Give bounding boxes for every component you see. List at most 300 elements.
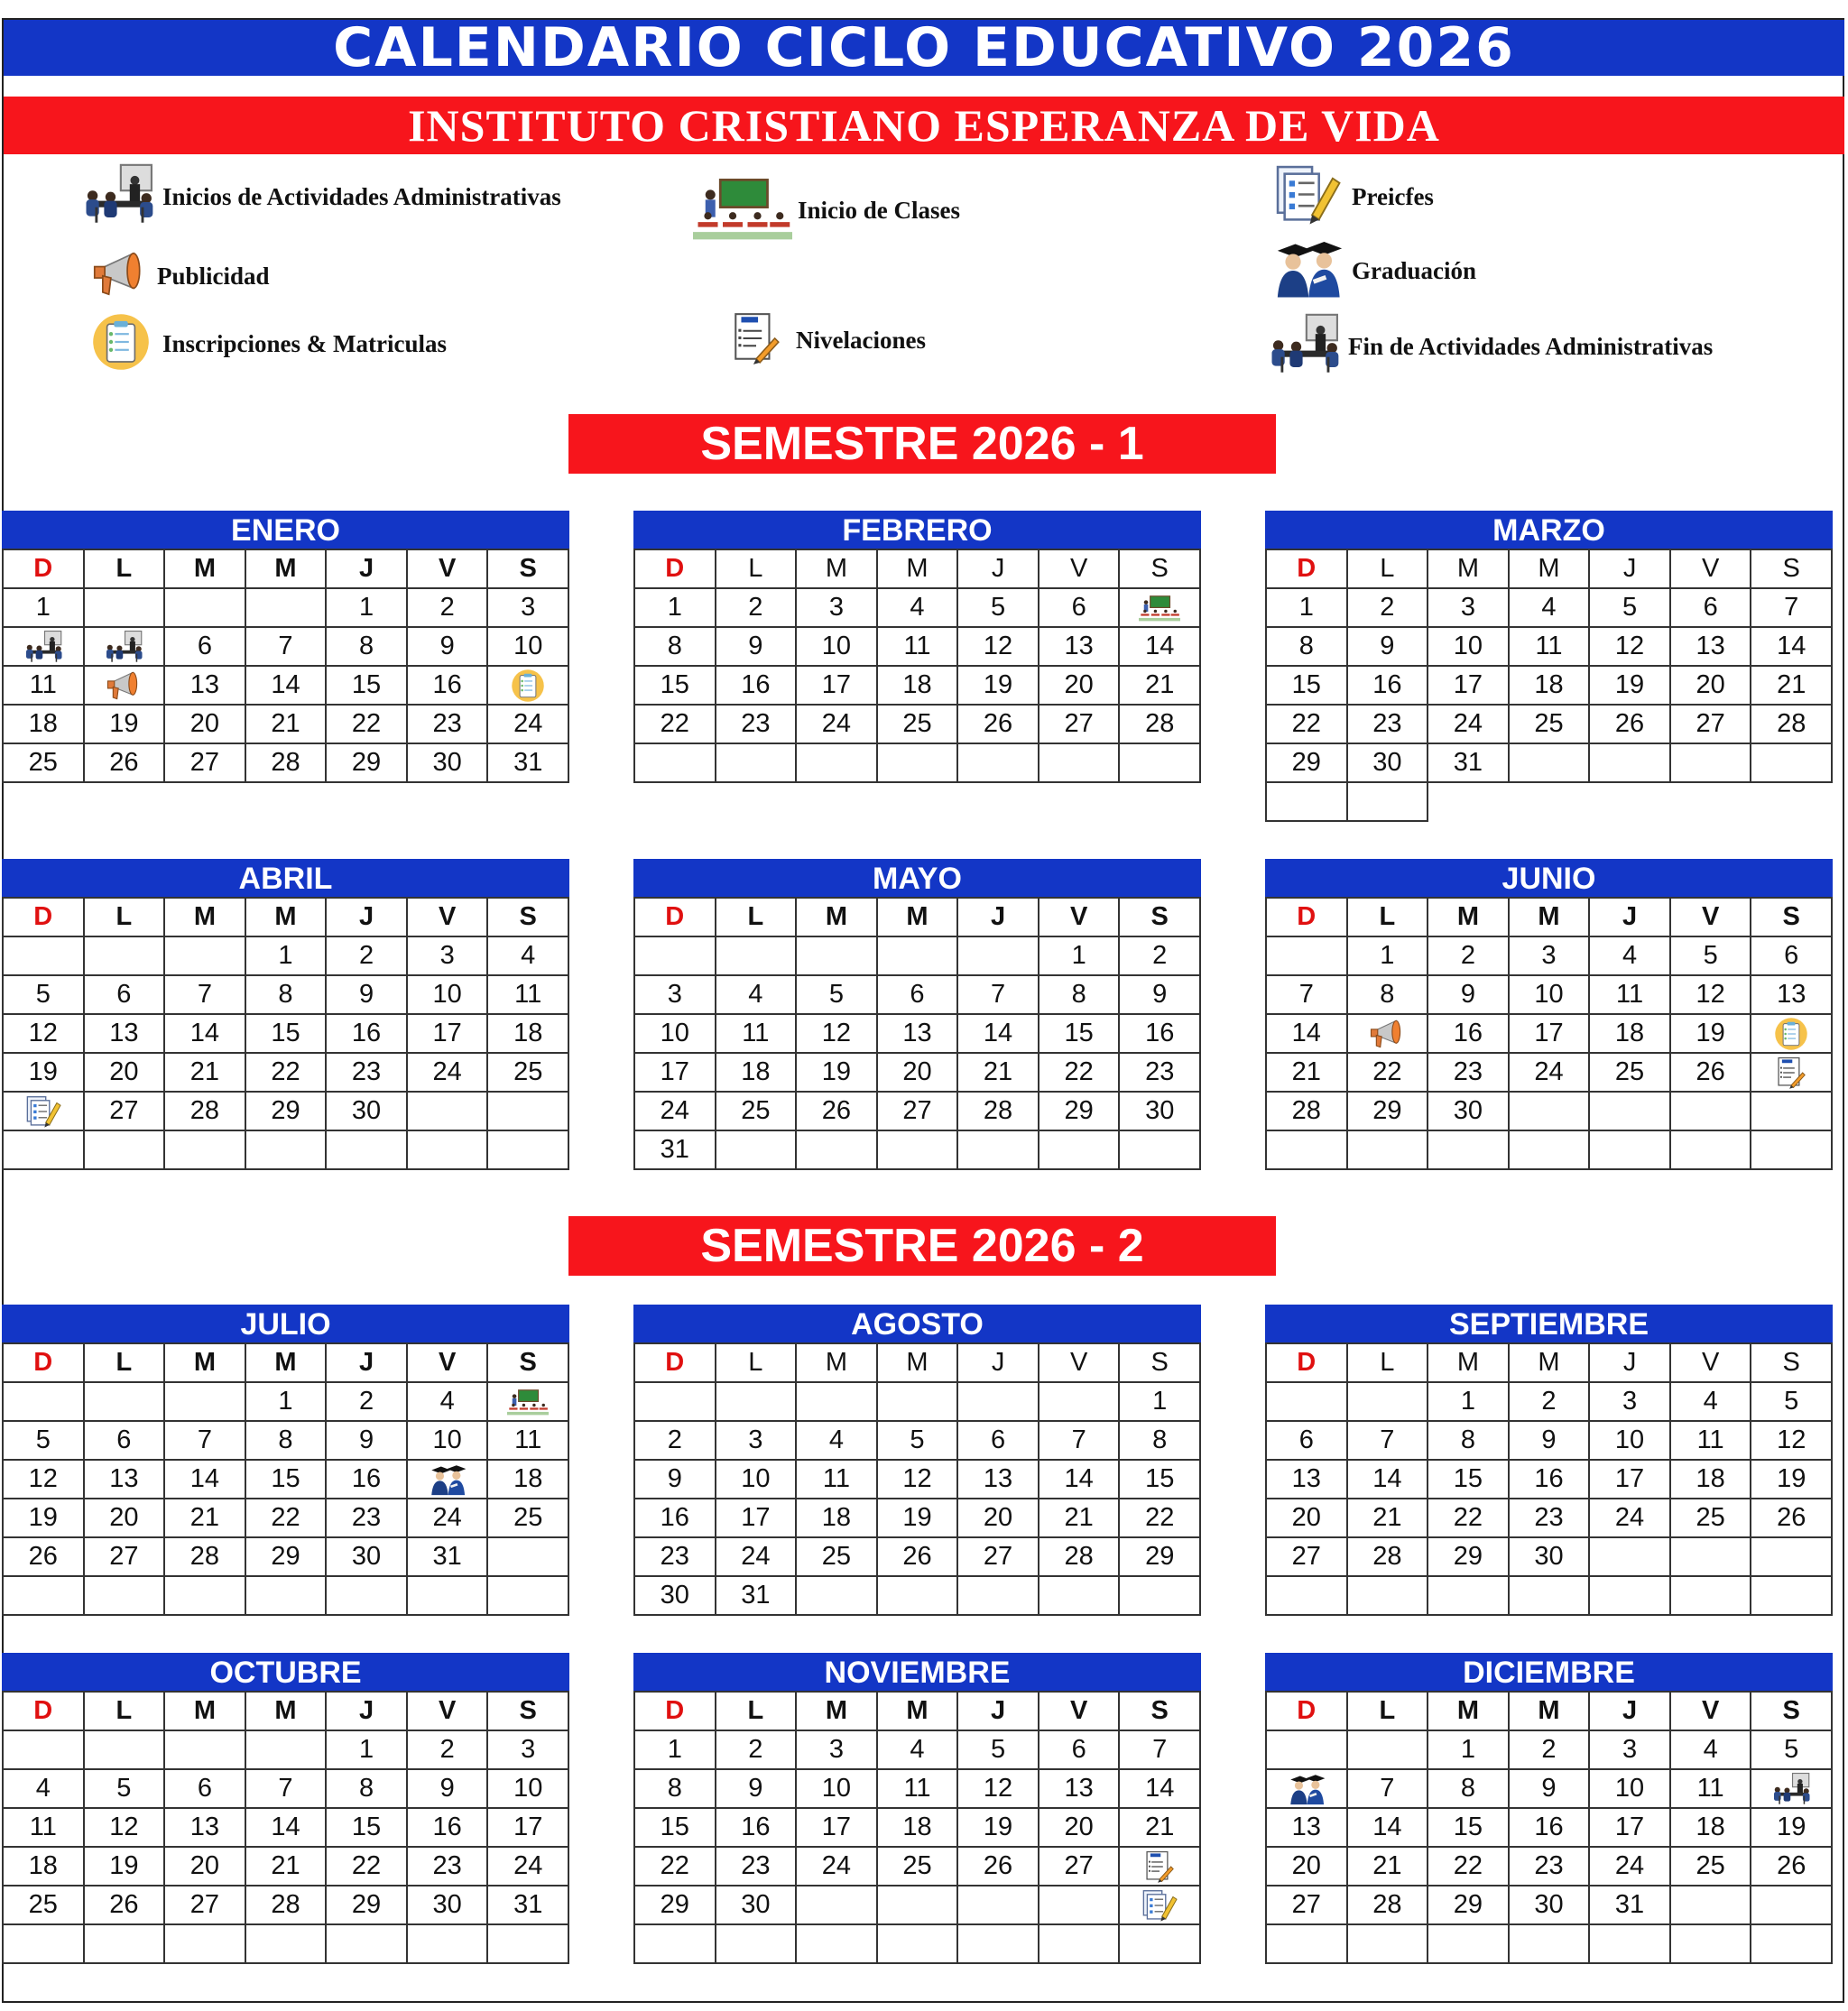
day-cell: 8 <box>246 976 328 1015</box>
weekday-header: M <box>1428 899 1510 937</box>
day-cell: 20 <box>85 1499 166 1538</box>
day-cell: 9 <box>1510 1770 1591 1809</box>
month-grid <box>2 1342 569 1616</box>
day-cell: 30 <box>1510 1886 1591 1925</box>
day-cell: 21 <box>1267 1054 1348 1093</box>
day-cell: 27 <box>878 1093 959 1131</box>
day-cell: 2 <box>408 589 489 628</box>
day-cell <box>1590 1577 1671 1616</box>
month-title: FEBRERO <box>633 511 1201 549</box>
month-septiembre <box>1265 1305 1833 1616</box>
day-cell: 25 <box>4 744 85 783</box>
weekday-header: S <box>1751 550 1833 589</box>
month-diciembre <box>1265 1653 1833 1964</box>
megaphone-icon <box>87 247 152 305</box>
checklist-pencil-icon <box>1269 162 1346 231</box>
month-julio <box>2 1305 569 1616</box>
weekday-header: L <box>716 899 798 937</box>
day-cell: 2 <box>635 1422 716 1461</box>
day-cell: 16 <box>716 1809 798 1848</box>
weekday-header: J <box>958 1344 1040 1383</box>
day-cell <box>488 1131 569 1170</box>
day-cell: 31 <box>1428 744 1510 783</box>
day-cell: 17 <box>1590 1809 1671 1848</box>
day-cell <box>1040 1383 1121 1422</box>
day-cell: 12 <box>4 1015 85 1054</box>
weekday-header: M <box>165 550 246 589</box>
day-cell: 27 <box>1040 1848 1121 1886</box>
day-cell: 21 <box>246 1848 328 1886</box>
weekday-header: L <box>716 550 798 589</box>
day-cell: 13 <box>958 1461 1040 1499</box>
day-cell: 25 <box>1590 1054 1671 1093</box>
day-cell: 13 <box>165 667 246 706</box>
day-cell: 20 <box>165 706 246 744</box>
day-cell: 1 <box>4 589 85 628</box>
weekday-header: M <box>878 1693 959 1731</box>
day-cell: 29 <box>1428 1886 1510 1925</box>
day-cell: 23 <box>327 1054 408 1093</box>
day-cell: 14 <box>1120 1770 1201 1809</box>
day-cell: 24 <box>408 1499 489 1538</box>
day-cell: 15 <box>1428 1461 1510 1499</box>
day-cell: 23 <box>408 1848 489 1886</box>
day-cell <box>797 1383 878 1422</box>
day-cell: 25 <box>488 1054 569 1093</box>
day-cell: 8 <box>1348 976 1429 1015</box>
weekday-header: D <box>1267 1693 1348 1731</box>
day-cell: 6 <box>165 628 246 667</box>
day-cell: 17 <box>1590 1461 1671 1499</box>
day-cell: 7 <box>165 976 246 1015</box>
month-grid <box>2 549 569 783</box>
day-cell: 13 <box>1671 628 1752 667</box>
weekday-header: M <box>165 899 246 937</box>
day-cell: 3 <box>1510 937 1591 976</box>
day-cell <box>408 1925 489 1964</box>
day-cell: 19 <box>797 1054 878 1093</box>
day-cell <box>958 1383 1040 1422</box>
day-cell: 4 <box>797 1422 878 1461</box>
day-cell: 5 <box>1751 1731 1833 1770</box>
day-cell: 10 <box>716 1461 798 1499</box>
exam-icon <box>722 310 790 371</box>
day-cell: 13 <box>878 1015 959 1054</box>
day-cell <box>1267 1131 1348 1170</box>
day-cell: 21 <box>165 1054 246 1093</box>
month-abril <box>2 859 569 1170</box>
day-cell <box>635 1383 716 1422</box>
day-cell: 11 <box>1671 1770 1752 1809</box>
day-cell: 1 <box>635 589 716 628</box>
day-cell: 2 <box>716 1731 798 1770</box>
day-cell: 1 <box>327 589 408 628</box>
day-cell: 22 <box>1040 1054 1121 1093</box>
day-cell: 17 <box>797 667 878 706</box>
day-cell: 30 <box>1510 1538 1591 1577</box>
day-cell <box>165 1731 246 1770</box>
day-cell: 26 <box>1751 1848 1833 1886</box>
day-cell: 14 <box>246 1809 328 1848</box>
meeting-icon <box>79 162 157 231</box>
day-cell: 23 <box>1510 1848 1591 1886</box>
day-cell: 18 <box>1671 1461 1752 1499</box>
day-cell: 4 <box>488 937 569 976</box>
day-cell: 6 <box>1671 589 1752 628</box>
weekday-header: V <box>1671 550 1752 589</box>
day-cell: 19 <box>1590 667 1671 706</box>
day-cell: 24 <box>1428 706 1510 744</box>
legend-item-nivelaciones <box>722 310 926 371</box>
day-cell: 28 <box>1040 1538 1121 1577</box>
day-cell: 25 <box>488 1499 569 1538</box>
day-cell: 27 <box>1267 1538 1348 1577</box>
day-cell: 10 <box>1510 976 1591 1015</box>
day-cell: 9 <box>327 976 408 1015</box>
day-cell: 2 <box>408 1731 489 1770</box>
day-cell: 1 <box>635 1731 716 1770</box>
day-cell <box>1510 1925 1591 1964</box>
weekday-header: M <box>246 550 328 589</box>
day-cell <box>716 1925 798 1964</box>
classroom-icon <box>488 1383 569 1422</box>
day-cell: 18 <box>878 1809 959 1848</box>
day-cell: 29 <box>1267 744 1348 783</box>
weekday-header: V <box>1671 899 1752 937</box>
month-noviembre <box>633 1653 1201 1964</box>
month-enero <box>2 511 569 783</box>
legend-label: Publicidad <box>157 262 270 290</box>
weekday-header: M <box>1510 550 1591 589</box>
weekday-header: V <box>1671 1693 1752 1731</box>
day-cell: 21 <box>246 706 328 744</box>
day-cell <box>1040 1131 1121 1170</box>
day-cell: 1 <box>1428 1383 1510 1422</box>
day-cell: 20 <box>1267 1499 1348 1538</box>
day-cell: 25 <box>1671 1848 1752 1886</box>
day-cell: 3 <box>488 1731 569 1770</box>
weekday-header: L <box>85 899 166 937</box>
weekday-header: J <box>1590 550 1671 589</box>
month-grid <box>1265 897 1833 1170</box>
day-cell: 21 <box>1751 667 1833 706</box>
day-cell: 14 <box>165 1461 246 1499</box>
month-octubre <box>2 1653 569 1964</box>
day-cell <box>1348 1577 1429 1616</box>
month-title: JULIO <box>2 1305 569 1342</box>
day-cell: 15 <box>1040 1015 1121 1054</box>
day-cell <box>4 1731 85 1770</box>
weekday-header: S <box>488 550 569 589</box>
day-cell <box>797 1577 878 1616</box>
day-cell <box>716 744 798 783</box>
day-cell: 16 <box>327 1015 408 1054</box>
weekday-header: D <box>1267 899 1348 937</box>
day-cell: 6 <box>958 1422 1040 1461</box>
day-cell <box>1040 1925 1121 1964</box>
day-cell <box>878 1577 959 1616</box>
day-cell: 1 <box>1040 937 1121 976</box>
day-cell: 29 <box>1040 1093 1121 1131</box>
day-cell <box>1590 744 1671 783</box>
day-cell: 23 <box>408 706 489 744</box>
day-cell: 27 <box>958 1538 1040 1577</box>
day-cell <box>165 1131 246 1170</box>
day-cell <box>165 1383 246 1422</box>
day-cell: 24 <box>716 1538 798 1577</box>
day-cell: 13 <box>1040 1770 1121 1809</box>
day-cell: 7 <box>1120 1731 1201 1770</box>
day-cell: 21 <box>1348 1499 1429 1538</box>
day-cell: 23 <box>1428 1054 1510 1093</box>
month-title: MAYO <box>633 859 1201 897</box>
day-cell: 8 <box>1267 628 1348 667</box>
legend-label: Inicio de Clases <box>798 197 961 224</box>
day-cell: 16 <box>1510 1461 1591 1499</box>
day-cell: 27 <box>1040 706 1121 744</box>
day-cell <box>1120 1925 1201 1964</box>
day-cell: 26 <box>1590 706 1671 744</box>
day-cell: 18 <box>878 667 959 706</box>
day-cell <box>246 1731 328 1770</box>
day-cell <box>246 1131 328 1170</box>
day-cell: 11 <box>716 1015 798 1054</box>
day-cell: 14 <box>246 667 328 706</box>
day-cell <box>635 744 716 783</box>
month-grid <box>2 897 569 1170</box>
day-cell: 2 <box>1510 1731 1591 1770</box>
day-cell <box>1267 1577 1348 1616</box>
day-cell: 20 <box>1040 1809 1121 1848</box>
day-cell: 22 <box>1428 1499 1510 1538</box>
day-cell: 30 <box>408 744 489 783</box>
day-cell: 15 <box>327 667 408 706</box>
semester-1-banner: SEMESTRE 2026 - 1 <box>568 414 1276 474</box>
day-cell <box>716 1131 798 1170</box>
day-cell: 27 <box>85 1093 166 1131</box>
day-cell: 2 <box>1510 1383 1591 1422</box>
day-cell: 7 <box>958 976 1040 1015</box>
day-cell: 25 <box>4 1886 85 1925</box>
day-cell: 9 <box>1510 1422 1591 1461</box>
day-cell: 5 <box>797 976 878 1015</box>
legend-label: Inscripciones & Matriculas <box>162 330 447 357</box>
weekday-header: L <box>716 1693 798 1731</box>
day-cell: 6 <box>1040 1731 1121 1770</box>
month-grid <box>1265 1691 1833 1964</box>
institution-name: INSTITUTO CRISTIANO ESPERANZA DE VIDA <box>4 97 1844 154</box>
day-cell <box>958 1886 1040 1925</box>
month-title: MARZO <box>1265 511 1833 549</box>
day-cell: 15 <box>635 1809 716 1848</box>
day-cell: 9 <box>327 1422 408 1461</box>
weekday-header: M <box>246 1693 328 1731</box>
day-cell: 22 <box>635 706 716 744</box>
day-cell: 22 <box>246 1499 328 1538</box>
day-cell <box>246 589 328 628</box>
day-cell: 28 <box>1348 1538 1429 1577</box>
day-cell: 7 <box>1040 1422 1121 1461</box>
day-cell: 16 <box>635 1499 716 1538</box>
day-cell: 1 <box>246 1383 328 1422</box>
day-cell: 30 <box>327 1538 408 1577</box>
day-cell: 21 <box>1348 1848 1429 1886</box>
day-cell: 4 <box>1671 1383 1752 1422</box>
day-cell: 26 <box>958 1848 1040 1886</box>
day-cell: 31 <box>488 744 569 783</box>
weekday-header: D <box>4 1693 85 1731</box>
day-cell: 10 <box>1590 1770 1671 1809</box>
day-cell: 28 <box>246 1886 328 1925</box>
day-cell: 5 <box>878 1422 959 1461</box>
day-cell: 17 <box>1510 1015 1591 1054</box>
weekday-header: M <box>878 899 959 937</box>
day-cell: 1 <box>246 937 328 976</box>
day-cell <box>1040 744 1121 783</box>
day-cell <box>1267 783 1348 822</box>
day-cell: 4 <box>4 1770 85 1809</box>
day-cell: 12 <box>1671 976 1752 1015</box>
day-cell: 30 <box>635 1577 716 1616</box>
weekday-header: M <box>797 899 878 937</box>
day-cell: 19 <box>4 1499 85 1538</box>
day-cell: 3 <box>797 1731 878 1770</box>
day-cell <box>246 1577 328 1616</box>
semester-2-banner: SEMESTRE 2026 - 2 <box>568 1216 1276 1276</box>
day-cell: 11 <box>1671 1422 1752 1461</box>
month-marzo <box>1265 511 1833 822</box>
weekday-header: S <box>1120 550 1201 589</box>
day-cell: 22 <box>1348 1054 1429 1093</box>
day-cell: 13 <box>1751 976 1833 1015</box>
legend-item-graduacion <box>1269 236 1476 305</box>
day-cell: 6 <box>85 1422 166 1461</box>
weekday-header: V <box>408 1693 489 1731</box>
day-cell: 12 <box>1590 628 1671 667</box>
day-cell: 24 <box>408 1054 489 1093</box>
day-cell <box>1348 1731 1429 1770</box>
weekday-header: L <box>1348 1344 1429 1383</box>
day-cell: 9 <box>1348 628 1429 667</box>
day-cell <box>165 589 246 628</box>
day-cell: 20 <box>958 1499 1040 1538</box>
day-cell: 9 <box>716 628 798 667</box>
day-cell <box>878 744 959 783</box>
day-cell <box>1267 1731 1348 1770</box>
day-cell: 23 <box>1120 1054 1201 1093</box>
day-cell: 24 <box>635 1093 716 1131</box>
weekday-header: M <box>165 1344 246 1383</box>
day-cell <box>1510 1093 1591 1131</box>
day-cell <box>1040 1577 1121 1616</box>
weekday-header: M <box>878 550 959 589</box>
day-cell: 20 <box>85 1054 166 1093</box>
day-cell: 8 <box>1428 1422 1510 1461</box>
day-cell: 6 <box>1751 937 1833 976</box>
month-febrero <box>633 511 1201 783</box>
day-cell <box>327 1925 408 1964</box>
day-cell: 16 <box>1348 667 1429 706</box>
day-cell: 1 <box>1267 589 1348 628</box>
weekday-header: J <box>327 899 408 937</box>
day-cell: 31 <box>635 1131 716 1170</box>
day-cell: 28 <box>1120 706 1201 744</box>
day-cell: 21 <box>1040 1499 1121 1538</box>
day-cell: 30 <box>716 1886 798 1925</box>
day-cell: 22 <box>635 1848 716 1886</box>
day-cell: 20 <box>165 1848 246 1886</box>
day-cell: 3 <box>797 589 878 628</box>
day-cell <box>85 1577 166 1616</box>
day-cell: 20 <box>878 1054 959 1093</box>
weekday-header: V <box>1671 1344 1752 1383</box>
day-cell: 19 <box>878 1499 959 1538</box>
weekday-header: L <box>1348 550 1429 589</box>
weekday-header: L <box>716 1344 798 1383</box>
day-cell <box>878 1925 959 1964</box>
day-cell: 14 <box>165 1015 246 1054</box>
graduates-icon <box>1269 236 1346 305</box>
day-cell <box>165 1925 246 1964</box>
weekday-header: D <box>4 899 85 937</box>
day-cell: 25 <box>716 1093 798 1131</box>
weekday-header: D <box>1267 1344 1348 1383</box>
day-cell: 10 <box>797 1770 878 1809</box>
day-cell: 23 <box>716 1848 798 1886</box>
day-cell: 19 <box>958 1809 1040 1848</box>
legend-item-fin-actividades <box>1265 312 1713 381</box>
day-cell <box>408 1093 489 1131</box>
day-cell: 18 <box>716 1054 798 1093</box>
day-cell <box>4 937 85 976</box>
checklist-pencil-icon <box>4 1093 85 1131</box>
day-cell: 24 <box>488 1848 569 1886</box>
day-cell <box>1267 1925 1348 1964</box>
day-cell: 4 <box>1671 1731 1752 1770</box>
day-cell: 30 <box>1348 744 1429 783</box>
day-cell: 8 <box>1428 1770 1510 1809</box>
day-cell: 9 <box>408 628 489 667</box>
day-cell: 12 <box>797 1015 878 1054</box>
day-cell: 5 <box>4 1422 85 1461</box>
weekday-header: D <box>635 550 716 589</box>
day-cell <box>958 1131 1040 1170</box>
month-title: NOVIEMBRE <box>633 1653 1201 1691</box>
day-cell: 1 <box>1428 1731 1510 1770</box>
day-cell <box>1751 1131 1833 1170</box>
day-cell <box>958 744 1040 783</box>
day-cell: 12 <box>85 1809 166 1848</box>
day-cell: 25 <box>797 1538 878 1577</box>
weekday-header: J <box>327 1693 408 1731</box>
day-cell: 10 <box>635 1015 716 1054</box>
month-junio <box>1265 859 1833 1170</box>
day-cell <box>488 1093 569 1131</box>
month-title: ENERO <box>2 511 569 549</box>
day-cell: 14 <box>1348 1809 1429 1848</box>
day-cell: 27 <box>1671 706 1752 744</box>
weekday-header: V <box>1040 550 1121 589</box>
day-cell <box>797 744 878 783</box>
day-cell: 29 <box>246 1538 328 1577</box>
weekday-header: S <box>488 1344 569 1383</box>
meeting-icon <box>85 628 166 667</box>
day-cell: 17 <box>635 1054 716 1093</box>
day-cell: 3 <box>488 589 569 628</box>
day-cell: 7 <box>246 1770 328 1809</box>
meeting-icon <box>1265 312 1343 381</box>
day-cell: 25 <box>1510 706 1591 744</box>
